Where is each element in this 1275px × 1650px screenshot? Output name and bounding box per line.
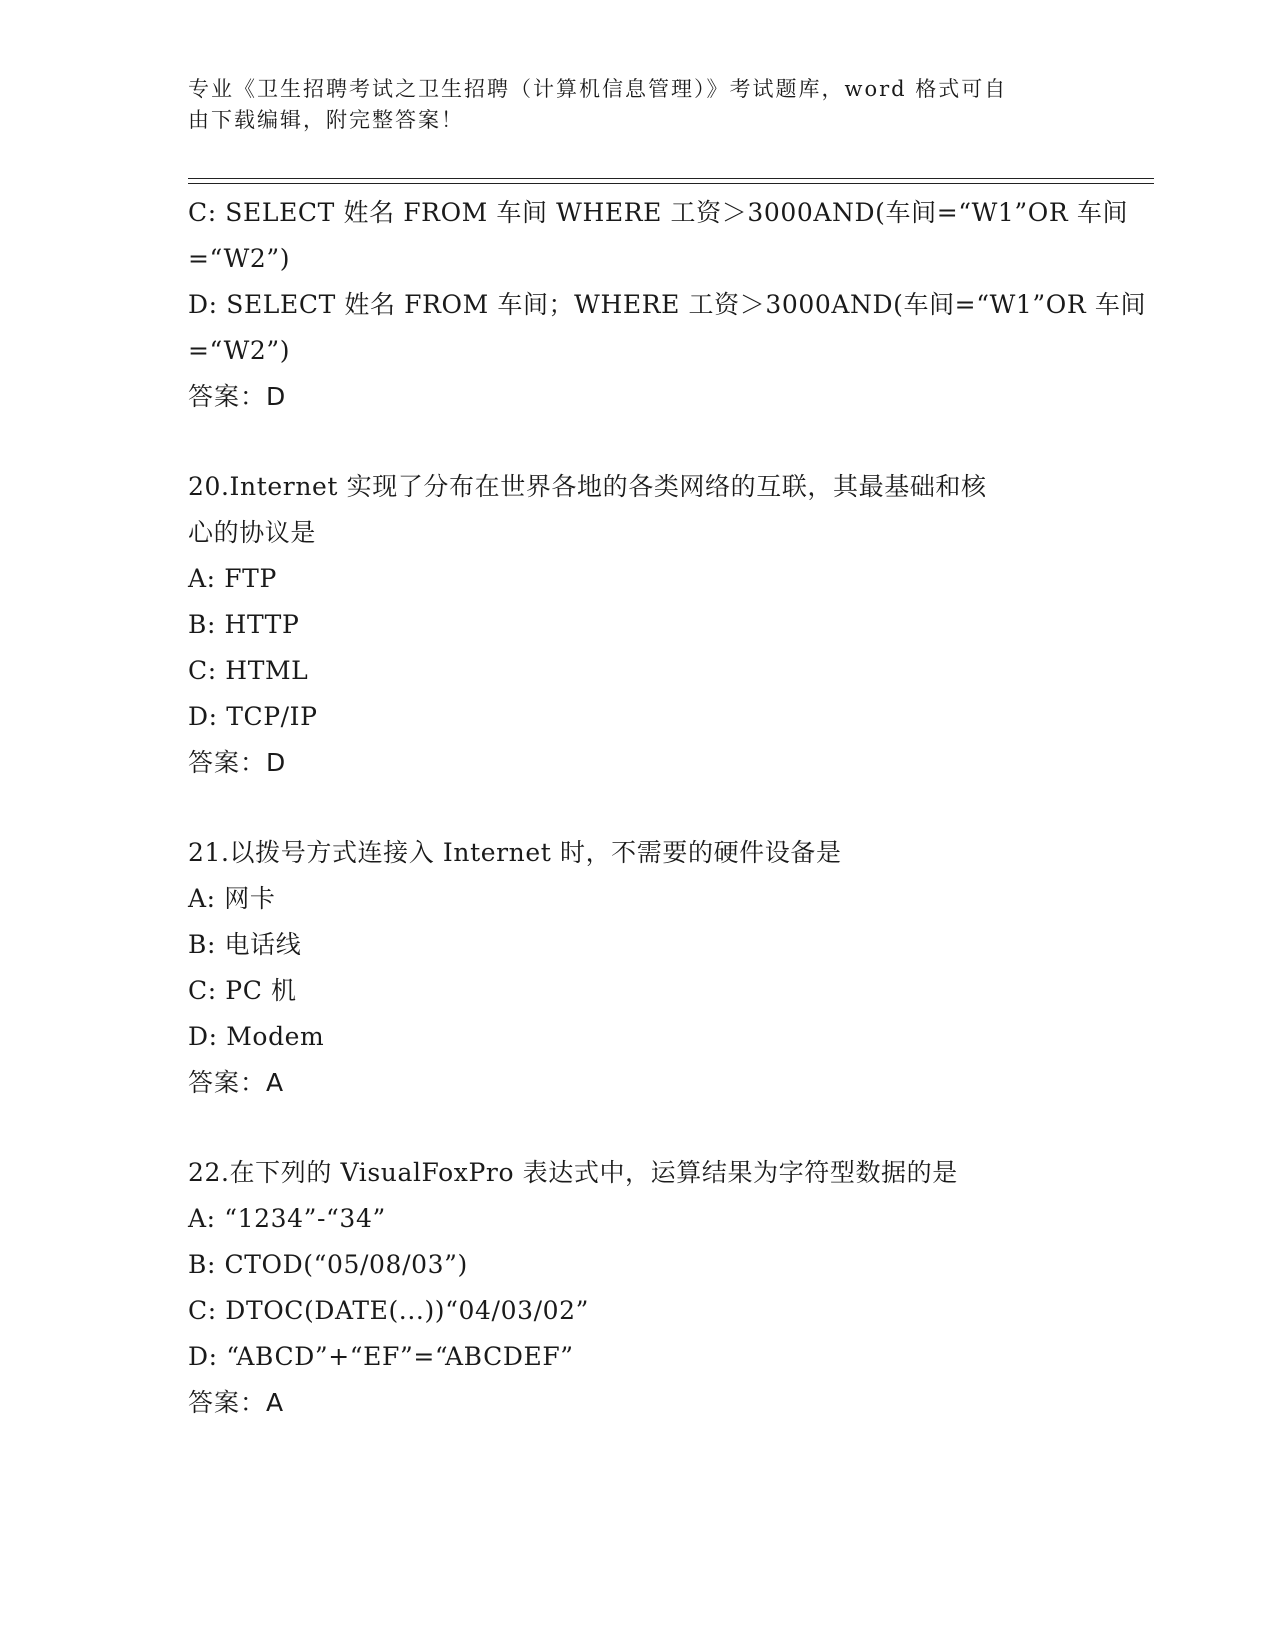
question-stem-line-1: 22.在下列的 VisualFoxPro 表达式中，运算结果为字符型数据的是: [188, 1158, 958, 1187]
option-c-line-1: C: SELECT 姓名 FROM 车间 WHERE 工资＞3000AND(车间=“W1”OR 车间: [188, 198, 1129, 227]
previous-question-continuation: [188, 190, 1147, 420]
header-line-2: 由下载编辑，附完整答案！: [188, 108, 464, 132]
header-divider-bottom: [188, 183, 1154, 184]
question-22: [188, 1150, 1088, 1426]
answer: 答案：A: [188, 1388, 285, 1417]
question-stem-line-2: 心的协议是: [188, 518, 317, 547]
option-d-line-2: =“W2”): [188, 336, 291, 365]
option-d: D: TCP/IP: [188, 702, 318, 731]
document-header: [188, 74, 1088, 136]
option-d: D: “ABCD”+“EF”=“ABCDEF”: [188, 1342, 574, 1371]
option-b: B: CTOD(“05/08/03”): [188, 1250, 468, 1279]
answer: 答案：D: [188, 382, 287, 411]
option-d: D: Modem: [188, 1022, 325, 1051]
header-line-1: 专业《卫生招聘考试之卫生招聘（计算机信息管理）》考试题库，word 格式可自: [188, 77, 1008, 101]
question-stem-line-1: 20.Internet 实现了分布在世界各地的各类网络的互联，其最基础和核: [188, 472, 987, 501]
option-c-line-2: =“W2”): [188, 244, 291, 273]
answer: 答案：D: [188, 748, 287, 777]
header-divider-top: [188, 178, 1154, 179]
option-a: A: 网卡: [188, 884, 276, 913]
question-stem-line-1: 21.以拨号方式连接入 Internet 时，不需要的硬件设备是: [188, 838, 842, 867]
question-21: [188, 830, 1088, 1106]
option-c: C: HTML: [188, 656, 309, 685]
option-a: A: “1234”-“34”: [188, 1204, 386, 1233]
answer: 答案：A: [188, 1068, 285, 1097]
option-b: B: 电话线: [188, 930, 302, 959]
document-body: [188, 190, 1147, 1426]
option-b: B: HTTP: [188, 610, 300, 639]
option-c: C: DTOC(DATE(...))“04/03/02”: [188, 1296, 589, 1325]
option-a: A: FTP: [188, 564, 277, 593]
question-20: [188, 464, 1088, 786]
option-d-line-1: D: SELECT 姓名 FROM 车间；WHERE 工资＞3000AND(车间=“W1”OR 车间: [188, 290, 1147, 319]
option-c: C: PC 机: [188, 976, 297, 1005]
